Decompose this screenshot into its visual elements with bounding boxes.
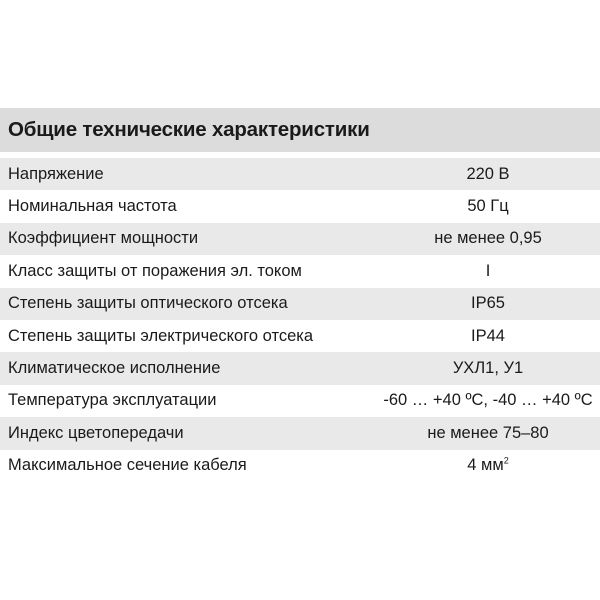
row-label: Класс защиты от поражения эл. током: [8, 261, 302, 280]
row-label: Климатическое исполнение: [8, 359, 221, 378]
row-label: Индекс цветопередачи: [8, 423, 184, 442]
table-row: [0, 255, 600, 287]
spec-table: [0, 108, 600, 482]
row-value: -60 … +40 ºС, -40 … +40 ºС: [383, 391, 593, 410]
value-superscript: 2: [503, 455, 509, 466]
row-label: Максимальное сечение кабеля: [8, 456, 247, 475]
value-text: 4 мм: [467, 456, 504, 475]
table-row: [0, 158, 600, 190]
table-row: [0, 385, 600, 417]
table-row: [0, 352, 600, 384]
table-row: [0, 190, 600, 222]
table-row: [0, 450, 600, 482]
row-label: Коэффициент мощности: [8, 229, 199, 248]
row-label: Номинальная частота: [8, 197, 177, 216]
row-value: 50 Гц: [467, 197, 509, 216]
row-value: IP44: [471, 326, 505, 345]
row-value: [380, 456, 600, 475]
table-row: [0, 417, 600, 449]
table-row: [0, 320, 600, 352]
row-label: Напряжение: [8, 164, 104, 183]
row-label: Температура эксплуатации: [8, 391, 217, 410]
table-row: [0, 288, 600, 320]
row-label: Степень защиты оптического отсека: [8, 294, 288, 313]
row-value: 220 В: [466, 164, 510, 183]
row-value: I: [485, 261, 491, 280]
row-value: не менее 75–80: [427, 423, 549, 442]
table-row: [0, 223, 600, 255]
row-value: не менее 0,95: [434, 229, 542, 248]
row-value: IP65: [471, 294, 505, 313]
row-label: Степень защиты электрического отсека: [8, 326, 314, 345]
row-value: УХЛ1, У1: [452, 359, 524, 378]
section-title: Общие технические характеристики: [0, 108, 600, 152]
